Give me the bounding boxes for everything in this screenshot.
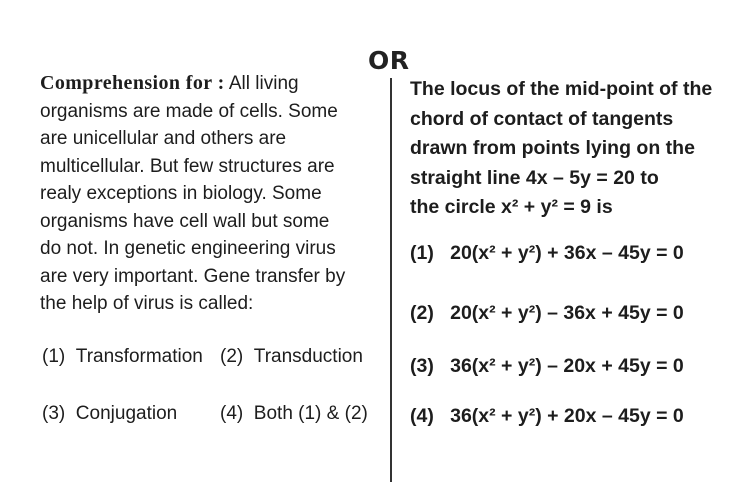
option-equation: 36(x² + y²) + 20x – 45y = 0	[450, 405, 684, 427]
question-line-5: the circle x² + y² = 9 is	[410, 196, 613, 218]
question-line-1	[40, 70, 380, 98]
option-number: (4)	[410, 405, 434, 427]
right-option-1[interactable]	[410, 242, 684, 265]
option-text: Conjugation	[75, 403, 178, 424]
option-number: (2)	[220, 346, 244, 367]
left-option-3[interactable]	[42, 403, 177, 425]
question-line-2: organisms are made of cells. Some	[40, 100, 338, 122]
question-lead: Comprehension for :	[40, 72, 225, 94]
question-text: All living	[224, 73, 299, 94]
option-number: (3)	[42, 403, 66, 424]
left-question-stem	[40, 70, 380, 318]
option-equation: 20(x² + y²) – 36x + 45y = 0	[450, 302, 684, 324]
right-option-3[interactable]	[410, 355, 684, 378]
option-text: Transformation	[75, 346, 203, 367]
option-equation: 20(x² + y²) + 36x – 45y = 0	[450, 242, 684, 264]
question-line-5: realy exceptions in biology. Some	[40, 183, 322, 204]
question-line-8: are very important. Gene transfer by	[40, 265, 346, 287]
question-line-6: organisms have cell wall but some	[40, 210, 330, 232]
column-divider	[390, 78, 392, 482]
option-number: (4)	[220, 403, 244, 424]
option-number: (2)	[410, 302, 434, 324]
question-line-3: are unicellular and others are	[40, 128, 287, 149]
question-line-9: the help of virus is called:	[40, 293, 254, 314]
question-line-7: do not. In genetic engineering virus	[40, 238, 336, 259]
right-option-2[interactable]	[410, 302, 684, 325]
question-line-4: straight line 4x – 5y = 20 to	[410, 166, 659, 189]
question-line-1: The locus of the mid-point of the	[410, 78, 713, 100]
option-number: (3)	[410, 355, 434, 377]
left-option-2[interactable]	[220, 346, 363, 368]
option-number: (1)	[410, 242, 434, 264]
left-option-1[interactable]	[42, 346, 203, 368]
or-separator-label: OR	[368, 46, 410, 75]
option-equation: 36(x² + y²) – 20x + 45y = 0	[450, 355, 684, 377]
question-line-4: multicellular. But few structures are	[40, 155, 335, 177]
left-option-4[interactable]	[220, 403, 368, 425]
option-text: Both (1) & (2)	[253, 403, 368, 424]
right-question-stem	[410, 75, 730, 223]
option-number: (1)	[42, 346, 66, 367]
option-text: Transduction	[253, 346, 363, 367]
right-option-4[interactable]	[410, 405, 684, 428]
question-line-2: chord of contact of tangents	[410, 107, 674, 130]
question-line-3: drawn from points lying on the	[410, 137, 695, 159]
